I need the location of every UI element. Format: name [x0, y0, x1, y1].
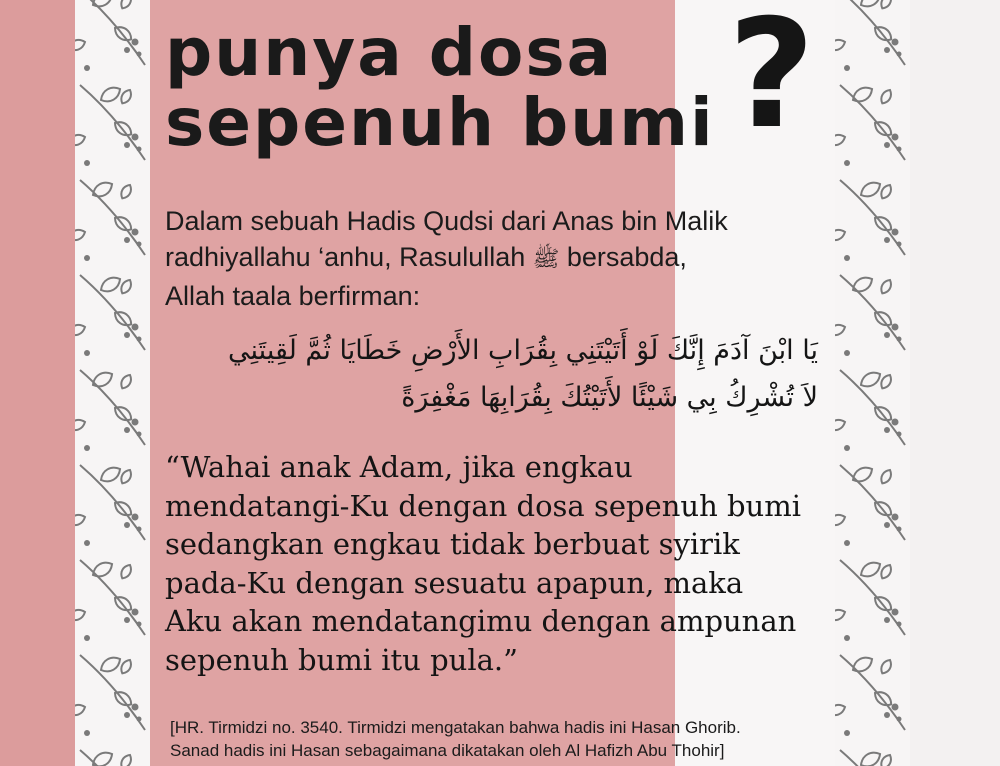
source-line-1: [HR. Tirmidzi no. 3540. Tirmidzi mengatakan bahwa hadis ini Hasan Ghorib.	[170, 718, 741, 737]
salawat-symbol: ﷺ	[532, 247, 560, 272]
arabic-line-1: يَا ابْنَ آدَمَ إِنَّكَ لَوْ أَتَيْتَنِي بِقُرَابِ الأَرْضِ خَطَايَا ثُمَّ لَقِيتَنِي	[228, 335, 818, 366]
question-mark: ?	[728, 0, 816, 162]
pink-edge-left	[0, 0, 75, 766]
quote-line: “Wahai anak Adam, jika engkau	[165, 450, 633, 484]
intro-line-2-end: bersabda,	[559, 242, 687, 272]
arabic-line-2: لاَ تُشْرِكُ بِي شَيْئًا لأَتَيْتُكَ بِقُرَابِهَا مَغْفِرَةً	[401, 382, 818, 413]
intro-line-1: Dalam sebuah Hadis Qudsi dari Anas bin Malik	[165, 206, 728, 236]
floral-pattern-left-icon	[75, 0, 150, 766]
hadith-source	[170, 716, 830, 762]
title-line-1: punya dosa	[165, 14, 614, 91]
floral-pattern-right-icon	[835, 0, 910, 766]
intro-line-3: Allah taala berfirman:	[165, 281, 421, 311]
quote-line: sepenuh bumi itu pula.”	[165, 642, 518, 677]
intro-line-2	[165, 239, 825, 278]
intro-text	[165, 203, 825, 314]
quote-line: mendatangi-Ku dengan dosa sepenuh bumi	[165, 488, 801, 523]
white-edge-right	[905, 0, 1000, 766]
intro-line-2-start: radhiyallahu ‘anhu, Rasulullah	[165, 242, 533, 272]
title-line-2: sepenuh bumi	[165, 84, 715, 161]
quote-line: sedangkan engkau tidak berbuat syirik	[165, 527, 740, 561]
quote-line: Aku akan mendatangimu dengan ampunan	[165, 604, 797, 638]
source-line-2: Sanad hadis ini Hasan sebagaimana dikatakan oleh Al Hafizh Abu Thohir]	[170, 741, 725, 760]
quote-line: pada-Ku dengan sesuatu apapun, maka	[165, 565, 744, 600]
translation-quote	[165, 448, 835, 679]
